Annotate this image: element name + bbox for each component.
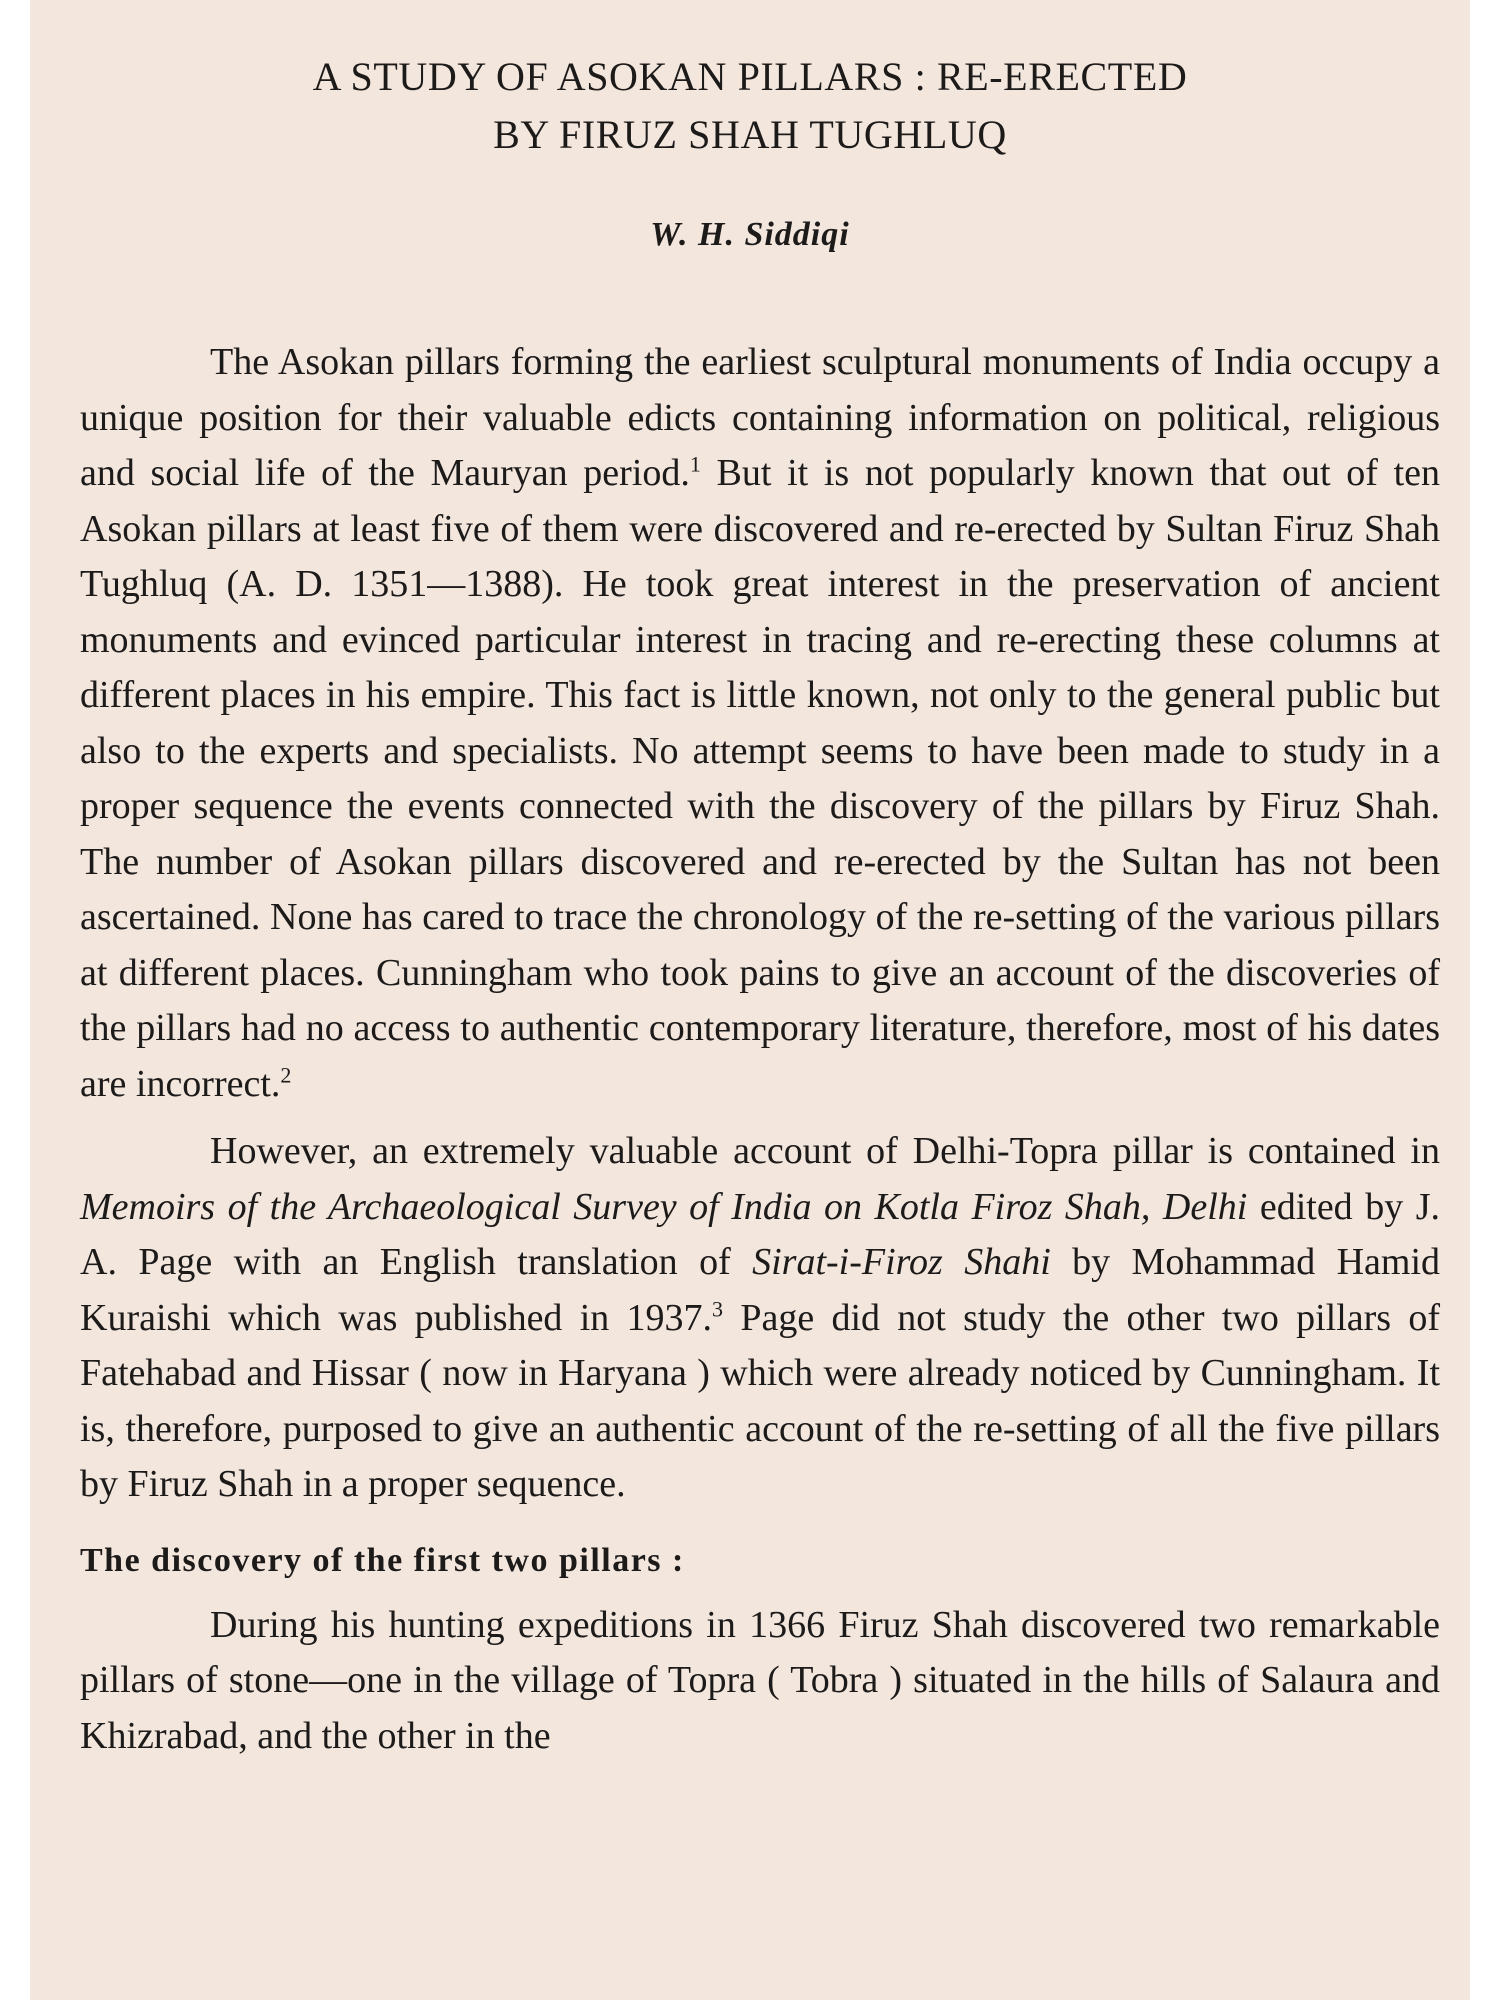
article-title — [0, 48, 1500, 164]
paragraph-2-text-c: by Mohammad Hamid Kuraishi which was published in 1937. — [80, 1241, 1440, 1339]
memoirs-title: Memoirs of the Archaeological Survey of India on Kotla Firoz Shah, Delhi — [80, 1185, 1248, 1228]
footnote-ref-2: 2 — [280, 1061, 292, 1087]
paragraph-1-text-a: The Asokan pillars forming the earliest sculptural monuments of India occupy a unique position for their valuable edicts containing information on political, religious and social life of the Mauryan period. — [80, 341, 1440, 494]
paragraph-2-text-a: However, an extremely valuable account of Delhi-Topra pillar is contained in — [210, 1130, 1440, 1172]
section-heading: The discovery of the first two pillars : — [80, 1541, 685, 1579]
paragraph-2 — [80, 1124, 1440, 1513]
paragraph-1 — [80, 335, 1440, 1112]
paragraph-1-text-b: But it is not popularly known that out of ten Asokan pillars at least five of them were discovered and re-erected by Sultan Firuz Shah Tughluq (A. D. 1351—1388). He took great interest in the preservation of ancient monuments and evinced particular interest in tracing and re-erecting these columns at different places in his empire. This fact is little known, not only to the general public but also to the experts and specialists. No attempt seems to have been made to study in a proper sequence the events connected with the discovery of the pillars by Firuz Shah. The number of Asokan pillars discovered and re-erected by the Sultan has not been ascertained. None has cared to trace the chronology of the re-setting of the various pillars at different places. Cunningham who took pains to give an account of the discoveries of the pillars had no access to authentic contemporary literature, therefore, most of his dates are incorrect. — [80, 452, 1440, 1105]
sirat-title: Sirat-i-Firoz Shahi — [752, 1241, 1051, 1283]
paragraph-3: During his hunting expeditions in 1366 Firuz Shah discovered two remarkable pillars of stone—one in the village of Topra ( Tobra ) situated in the hills of Salaura and Khizrabad, and the other in the — [80, 1603, 1440, 1757]
footnote-ref-3: 3 — [712, 1295, 724, 1321]
title-line-2: BY FIRUZ SHAH TUGHLUQ — [493, 112, 1007, 157]
footnote-ref-1: 1 — [689, 451, 701, 477]
title-line-1: A STUDY OF ASOKAN PILLARS : RE-ERECTED — [312, 54, 1188, 99]
paragraph-2-text-d: Page did not study the other two pillars of Fatehabad and Hissar ( now in Haryana ) which were already noticed by Cunningham. It is, therefore, purposed to give an authentic account of the re-setting of all the five pillars by Firuz Shah in a proper sequence. — [80, 1296, 1441, 1505]
article-body — [80, 335, 1440, 1764]
author-name: W. H. Siddiqi — [650, 216, 850, 253]
paragraph-2-text-b: edited by J. A. Page with an English translation of — [80, 1185, 1440, 1283]
